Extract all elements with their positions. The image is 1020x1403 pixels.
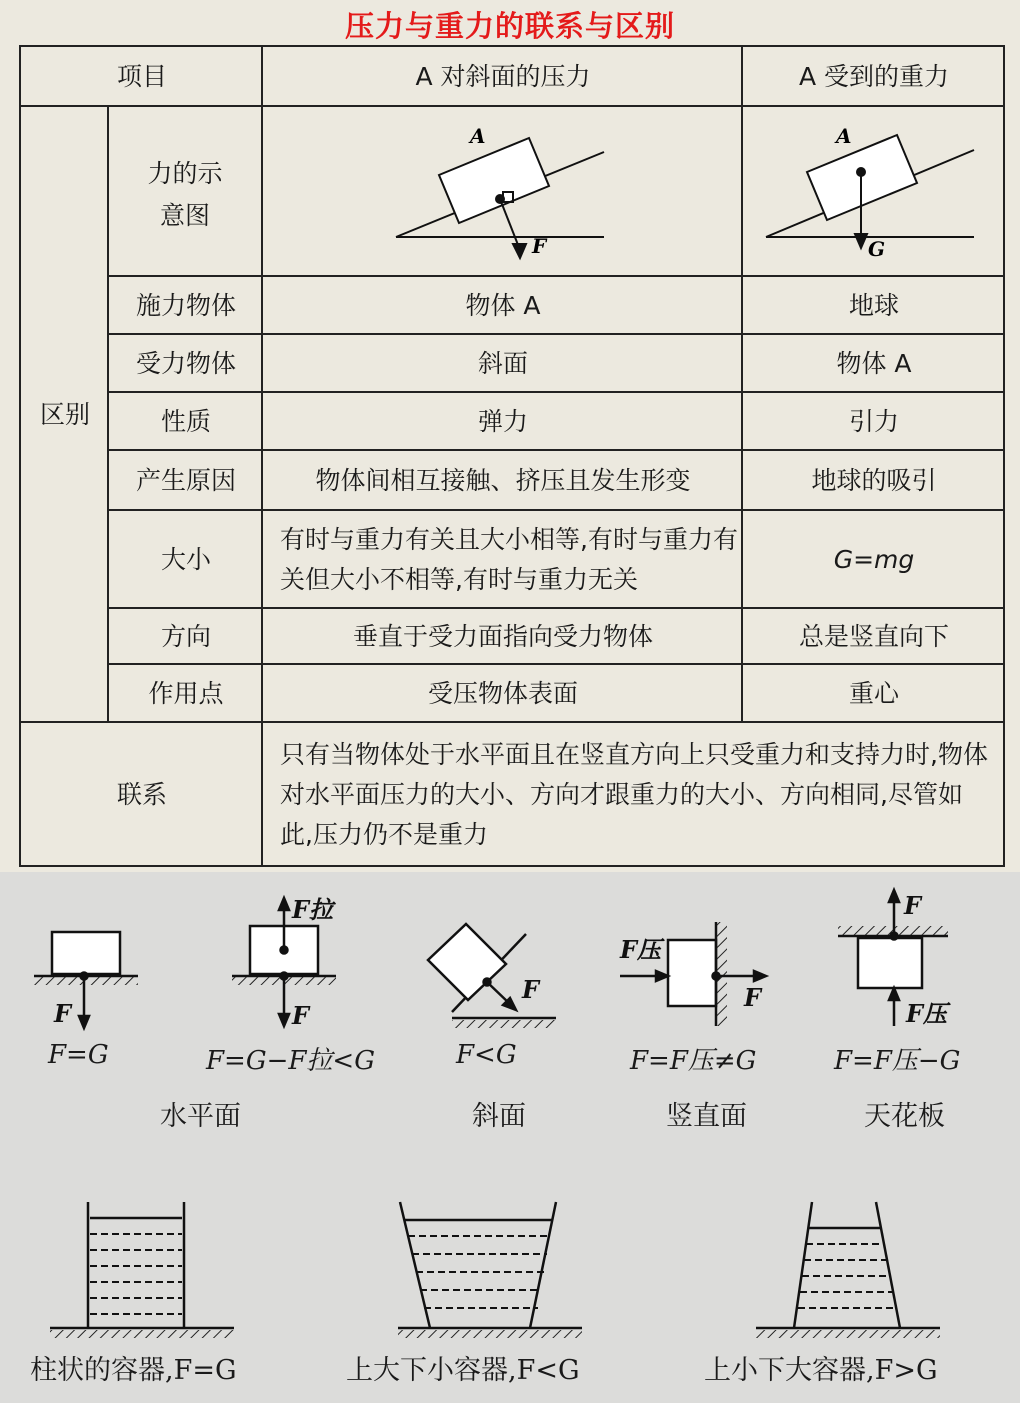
cell-nature-gravity: 引力 [848,407,899,436]
label-f-incline: F [522,975,540,1004]
side-label-difference: 区别 [39,400,90,429]
cell-point-gravity: 重心 [848,679,899,708]
page-title: 压力与重力的联系与区别 [344,9,675,43]
cell-direction-pressure: 垂直于受力面指向受力物体 [352,622,653,651]
equation-ceiling: F=F压−G [834,1046,961,1076]
container-wide-top [398,1202,582,1338]
container-narrow-top [756,1202,940,1338]
row-label-magnitude: 大小 [160,545,211,574]
label-incline-surface: 斜面 [472,1101,526,1132]
label-f-press-wall: F压 [620,935,662,964]
cell-receiver-gravity: 物体 A [836,349,912,378]
examples-diagrams [0,872,1020,1403]
row-label-applier: 施力物体 [135,291,236,320]
equation-incline: F<G [456,1040,517,1070]
cell-magnitude-pressure: 有时与重力有关且大小相等,有时与重力有关但大小不相等,有时与重力无关 [280,525,738,594]
row-label-point: 作用点 [148,679,224,708]
relation-text: 只有当物体处于水平面且在竖直方向上只受重力和支持力时,物体对水平面压力的大小、方向才跟重力的大小、方向相同,尽管如此,压力仍不是重力 [280,740,988,849]
gravity-diagram [766,135,974,248]
relation-label: 联系 [116,780,167,809]
cell-cause-pressure: 物体间相互接触、挤压且发生形变 [315,466,691,495]
cell-applier-pressure: 物体 A [465,291,541,320]
label-f-wall: F [744,983,762,1012]
horizontal-scene [34,932,138,1028]
force-label-g: G [868,237,886,261]
row-label-diagram: 力的示意图 [147,159,223,230]
row-label-nature: 性质 [160,407,211,436]
cell-direction-gravity: 总是竖直向下 [798,622,949,651]
pressure-diagram [396,138,604,258]
block-label-a-2: A [836,124,852,148]
row-label-cause: 产生原因 [135,466,236,495]
caption-wide-top: 上大下小容器,F<G [346,1355,580,1386]
cell-receiver-pressure: 斜面 [477,349,528,378]
label-horizontal-surface: 水平面 [160,1101,241,1132]
row-label-direction: 方向 [160,622,211,651]
label-f-pull: F拉 [292,895,334,924]
label-vertical-surface: 竖直面 [666,1101,747,1132]
block-label-a: A [470,124,486,148]
caption-narrow-top: 上小下大容器,F>G [704,1355,938,1386]
equation-horizontal: F=G [48,1040,109,1070]
cell-cause-gravity: 地球的吸引 [811,466,937,495]
cell-nature-pressure: 弹力 [477,407,528,436]
examples-section [0,872,1020,1403]
container-cylinder [50,1202,234,1338]
label-f-press-ceiling: F压 [906,999,948,1028]
label-f-horizontal: F [54,999,72,1028]
caption-cylinder: 柱状的容器,F=G [30,1355,237,1386]
cell-point-pressure: 受压物体表面 [427,679,578,708]
cell-applier-gravity: 地球 [848,291,899,320]
header-gravity: A 受到的重力 [798,62,950,91]
label-f-horizontal-2: F [292,1001,310,1030]
cell-magnitude-gravity: G=mg [833,545,915,574]
equation-wall: F=F压≠G [630,1046,757,1076]
label-f-ceiling: F [904,891,922,920]
label-ceiling: 天花板 [864,1101,945,1132]
header-item: 项目 [116,62,167,91]
header-pressure: A 对斜面的压力 [415,62,591,91]
equation-pull: F=G−F拉<G [206,1046,375,1076]
force-label-f: F [532,234,547,258]
row-label-receiver: 受力物体 [135,349,236,378]
